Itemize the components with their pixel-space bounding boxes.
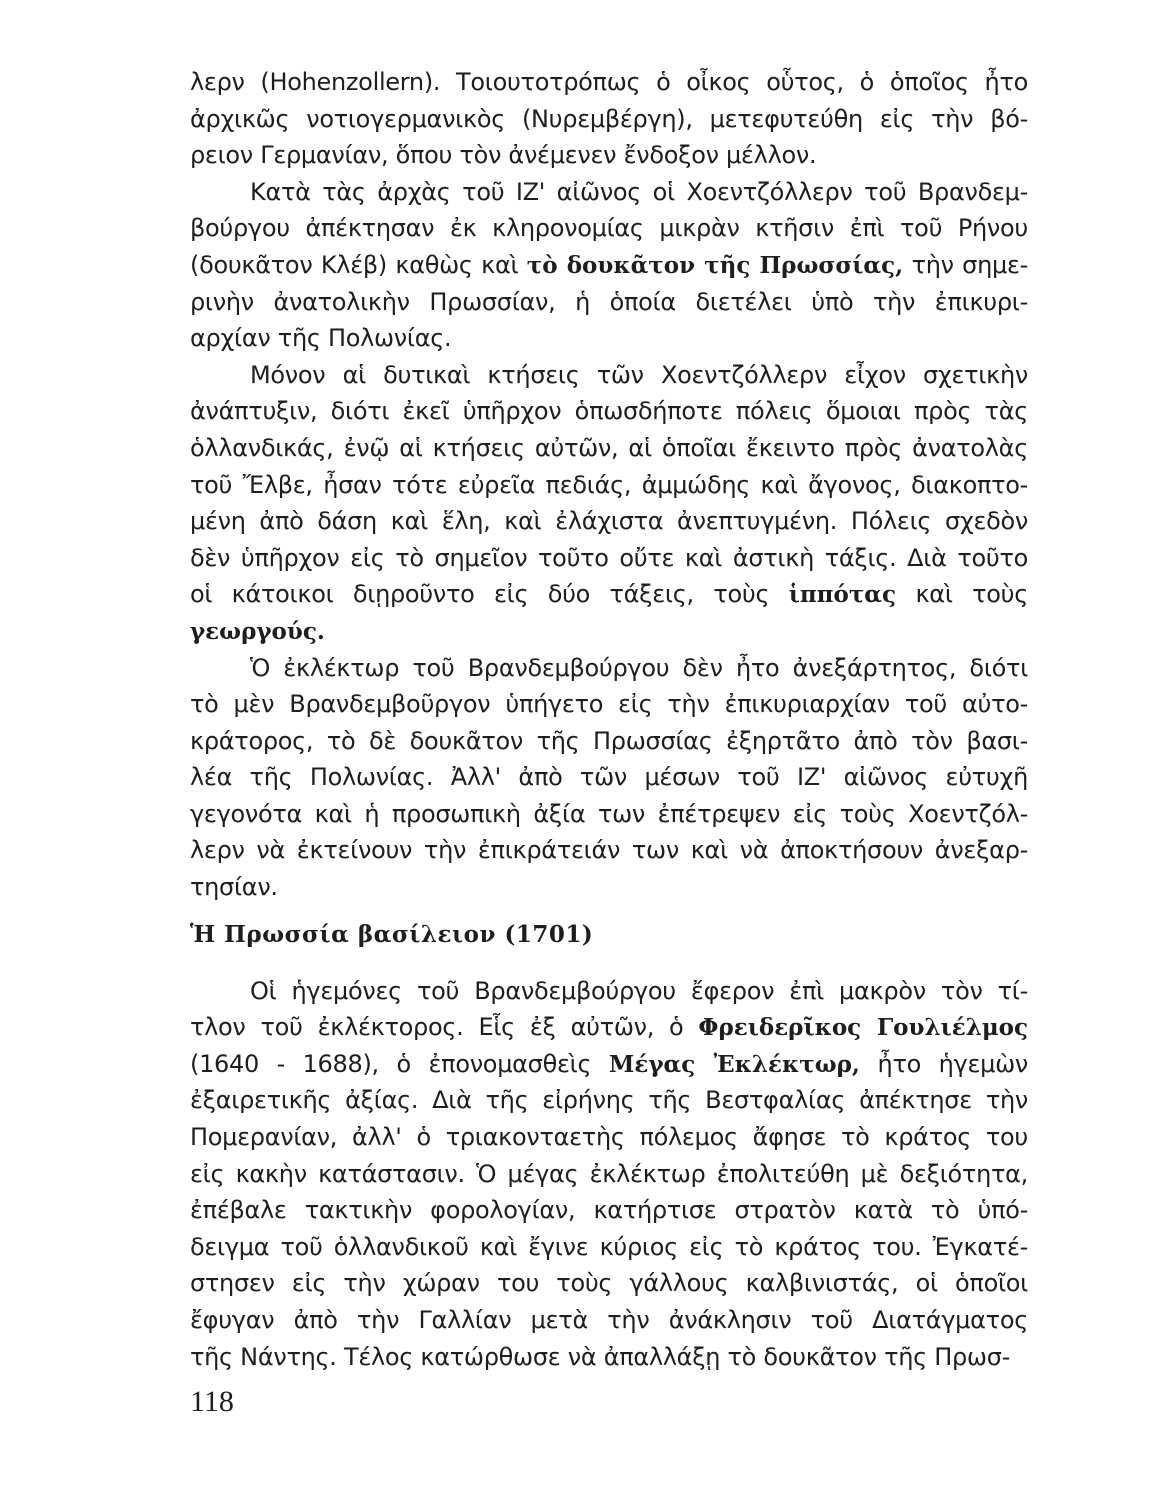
text-line [190,576,1028,613]
text-line [190,320,1028,357]
text-segment: λέα τῆς Πολωνίας. Ἀλλ' ἀπὸ τῶν μέσων τοῦ ΙΖ' αἰῶνος εὐτυχῆ [190,763,1028,792]
text-line [190,1339,1028,1376]
text-line [190,832,1028,869]
text-segment: ὁλλανδικάς, ἐνῷ αἱ κτήσεις αὐτῶν, αἱ ὁποῖαι ἔκειντο πρὸς ἀνατολὰς [190,433,1028,462]
text-line [190,1119,1028,1156]
text-line [190,686,1028,723]
text-segment: (1640 - 1688), ὁ ἐπονομασθεὶς [190,1049,609,1078]
text-segment: Ὁ ἐκλέκτωρ τοῦ Βρανδεμβούργου δὲν ἦτο ἀνεξάρτητος, διότι [250,653,1028,682]
text-segment: δειγμα τοῦ ὁλλανδικοῦ καὶ ἔγινε κύριος εἰς τὸ κράτος του. Ἐγκατέ- [190,1232,1028,1261]
text-segment: ἀρχικῶς νοτιογερμανικὸς (Νυρεμβέργη), μετεφυτεύθη εἰς τὴν βό- [190,104,1028,133]
text-line [190,1302,1028,1339]
text-line [190,796,1028,833]
text-line [190,137,1028,174]
text-line [190,284,1028,321]
text-line [190,210,1028,247]
text-segment: τησίαν. [190,873,278,902]
text-line [190,540,1028,577]
text-line [190,101,1028,138]
text-segment: βούργου ἀπέκτησαν ἐκ κληρονομίας μικρὰν κτῆσιν ἐπὶ τοῦ Ρήνου [190,214,1028,243]
text-line [190,1046,1028,1083]
paragraph [190,650,1028,906]
text-segment: λερν νὰ ἐκτείνουν τὴν ἐπικράτειάν των καὶ νὰ ἀποκτήσουν ἀνεξαρ- [190,836,1028,865]
text-segment: τὴν σημε- [903,250,1028,279]
text-segment: αρχίαν τῆς Πολωνίας. [190,324,452,353]
text-segment: ρειον Γερμανίαν, ὅπου τὸν ἀνέμενεν ἔνδοξον μέλλον. [190,141,817,170]
text-segment: ἦτο ἡγεμὼν [859,1049,1028,1078]
text-line [190,64,1028,101]
text-segment: ἐξαιρετικῆς ἀξίας. Διὰ τῆς εἰρήνης τῆς Βεστφαλίας ἀπέκτησε τὴν [190,1086,1028,1115]
text-line [190,1192,1028,1229]
text-line [190,357,1028,394]
text-line [190,503,1028,540]
text-line [190,613,1028,650]
bold-text: Μέγας Ἐκλέκτωρ, [608,1050,860,1078]
text-line [190,869,1028,906]
section-heading: Ἡ Πρωσσία βασίλειον (1701) [190,920,594,948]
text-line [190,650,1028,687]
paragraph [190,973,1028,1376]
text-line [190,430,1028,467]
text-segment: Κατὰ τὰς ἀρχὰς τοῦ ΙΖ' αἰῶνος οἱ Χοεντζόλλερν τοῦ Βρανδεμ- [250,177,1028,206]
text-segment: (δουκᾶτον Κλέβ) καθὼς καὶ [190,250,527,279]
text-line [190,247,1028,284]
text-segment: τῆς Νάντης. Τέλος κατώρθωσε νὰ ἀπαλλάξῃ τὸ δουκᾶτον τῆς Πρωσ- [190,1342,1011,1371]
text-segment: ρινὴν ἀνατολικὴν Πρωσσίαν, ἡ ὁποία διετέλει ὑπὸ τὴν ἐπικυρι- [190,287,1028,316]
text-block-before-heading [190,64,1028,906]
text-line [190,1082,1028,1119]
text-segment: Οἱ ἡγεμόνες τοῦ Βρανδεμβούργου ἔφερον ἐπὶ μακρὸν τὸν τί- [250,976,1028,1005]
paragraph [190,357,1028,650]
text-segment: Μόνον αἱ δυτικαὶ κτήσεις τῶν Χοεντζόλλερν εἶχον σχετικὴν [250,360,1028,389]
paragraph [190,174,1028,357]
bold-text: τὸ δουκᾶτον τῆς Πρωσσίας, [526,251,904,279]
text-segment: καὶ τοὺς [896,580,1029,609]
bold-text: ἱππότας [788,581,897,609]
text-segment: γεγονότα καὶ ἡ προσωπικὴ ἀξία των ἐπέτρεψεν εἰς τοὺς Χοεντζόλ- [190,799,1028,828]
text-line [190,467,1028,504]
text-line [190,174,1028,211]
text-segment: κράτορος, τὸ δὲ δουκᾶτον τῆς Πρωσσίας ἐξηρτᾶτο ἀπὸ τὸν βασι- [190,726,1028,755]
text-segment: τὸ μὲν Βρανδεμβοῦργον ὑπήγετο εἰς τὴν ἐπικυριαρχίαν τοῦ αὐτο- [190,690,1028,719]
text-line [190,1229,1028,1266]
text-segment: τλον τοῦ ἐκλέκτορος. Εἷς ἐξ αὐτῶν, ὁ [190,1013,699,1042]
text-segment: τοῦ Ἔλβε, ἦσαν τότε εὐρεῖα πεδιάς, ἀμμώδης καὶ ἄγονος, διακοπτο- [190,470,1028,499]
text-segment: οἱ κάτοικοι διῃροῦντο εἰς δύο τάξεις, τοὺς [190,580,789,609]
text-segment: δὲν ὑπῆρχον εἰς τὸ σημεῖον τοῦτο οὔτε καὶ ἀστικὴ τάξις. Διὰ τοῦτο [190,543,1028,572]
text-line [190,1009,1028,1046]
text-segment: στησεν εἰς τὴν χώραν του τοὺς γάλλους καλβινιστάς, οἱ ὁποῖοι [190,1269,1028,1298]
text-segment: ἐπέβαλε τακτικὴν φορολογίαν, κατήρτισε στρατὸν κατὰ τὸ ὑπό- [190,1196,1028,1225]
book-page-text [190,64,1028,1375]
text-segment: ἔφυγαν ἀπὸ τὴν Γαλλίαν μετὰ τὴν ἀνάκλησιν τοῦ Διατάγματος [190,1306,1028,1334]
text-segment: μένη ἀπὸ δάση καὶ ἕλη, καὶ ἐλάχιστα ἀνεπτυγμένη. Πόλεις σχεδὸν [190,507,1028,536]
text-segment: λερν (Hohenzollern). Τοιουτοτρόπως ὁ οἶκος οὗτος, ὁ ὁποῖος ἦτο [190,68,1028,96]
paragraph [190,64,1028,174]
text-line [190,393,1028,430]
text-line [190,723,1028,760]
text-line [190,1156,1028,1193]
bold-text: γεωργούς. [190,617,325,645]
text-segment: ἀνάπτυξιν, διότι ἐκεῖ ὑπῆρχον ὁπωσδήποτε πόλεις ὅμοιαι πρὸς τὰς [190,397,1028,426]
text-line [190,973,1028,1010]
text-segment: Πομερανίαν, ἀλλ' ὁ τριακονταετὴς πόλεμος ἄφησε τὸ κράτος του [190,1123,1028,1152]
text-segment: εἰς κακὴν κατάστασιν. Ὁ μέγας ἐκλέκτωρ ἐπολιτεύθη μὲ δεξιότητα, [190,1159,1028,1188]
text-line [190,1265,1028,1302]
text-block-after-heading [190,973,1028,1376]
bold-text: Φρειδερῖκος Γουλιέλμος [698,1014,1028,1042]
text-line [190,759,1028,796]
page-number: 118 [190,1385,234,1418]
